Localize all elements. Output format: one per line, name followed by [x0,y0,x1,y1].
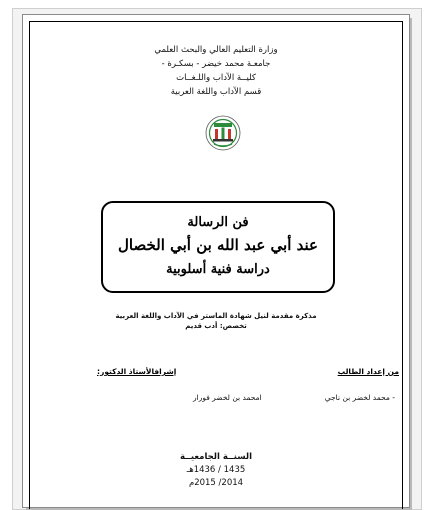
department-line: قسم الآداب واللغة العربية [170,87,262,97]
supervisor-label: إشرافالأستاذ الدكتور: [97,367,177,376]
academic-year-label: السنــة الجامعيــة [179,452,253,462]
supervisor-name: امحمد بن لخضر فورار [193,393,262,402]
university-line: جامعـة محمد خيضر - بسكـرة - [161,59,271,69]
document-page [22,14,410,508]
academic-year [23,451,409,490]
gregorian-year: 2014/ 2015م [188,478,244,488]
memo-description [23,311,409,331]
hijri-year: 1435 / 1436هـ [186,465,246,475]
title-line-3: دراسة فنية أسلوبية [166,262,270,277]
student-label: من إعداد الطالب [337,367,399,376]
thesis-title-box [101,201,335,293]
title-line-1: فن الرسالة [187,215,249,230]
ministry-line: وزارة التعليم العالي والبحث العلمي [154,45,278,55]
university-seal-icon [205,115,241,151]
memo-line: مذكرة مقدمة لنيل شهادة الماستر في الآداب واللغة العربية [115,312,317,320]
faculty-line: كليــة الآداب واللـغــات [176,73,256,83]
student-name: - محمد لخضر بن ناجي [324,393,395,402]
institution-header [23,43,409,99]
specialization-line: تخصص: أدب قديم [185,322,247,330]
title-line-2: عند أبي عبد الله بن أبي الخصال [118,236,318,254]
